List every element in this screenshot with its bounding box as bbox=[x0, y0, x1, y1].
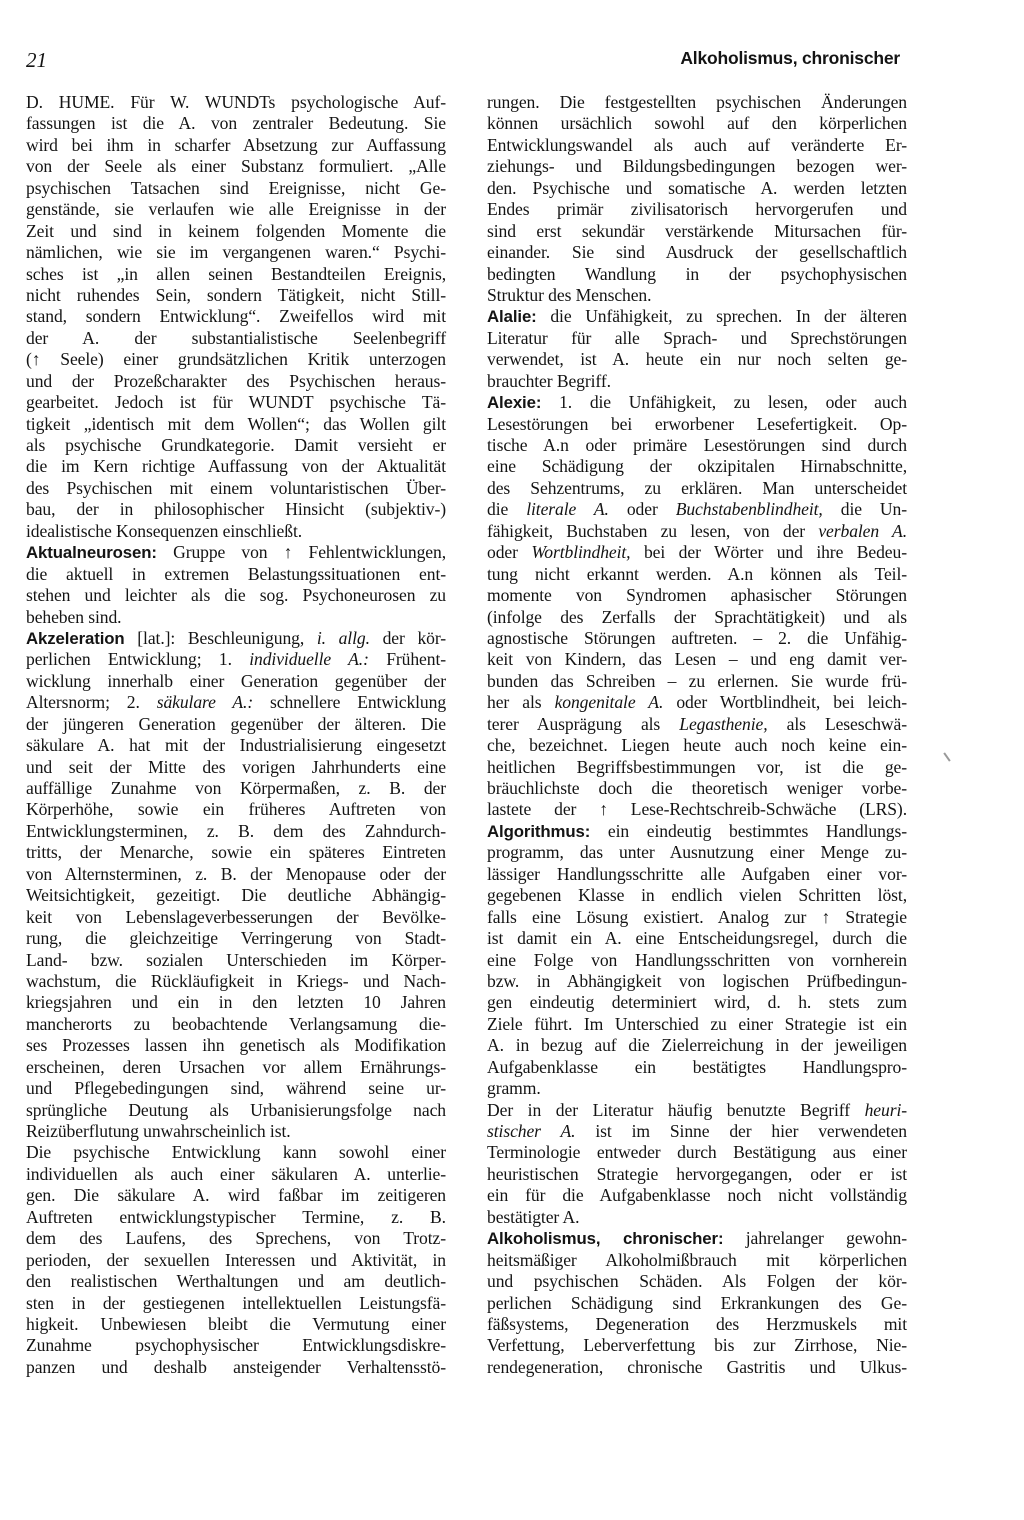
text-run: sprüngliche Deutung als Urbanisierungsfolge nach bbox=[26, 1099, 446, 1120]
text-run: Zunahme psychophysischer Entwicklungsdiskre- bbox=[26, 1335, 446, 1356]
text-line bbox=[487, 864, 907, 885]
text-run: ses Prozesses lassen ihn genetisch als Modifikation bbox=[26, 1035, 446, 1056]
text-line bbox=[26, 821, 446, 842]
text-run: wird bei ihm in scharfer Absetzung zur Auffassung bbox=[26, 134, 446, 155]
text-line bbox=[26, 842, 446, 863]
text-line bbox=[26, 950, 446, 971]
text-run: her als bbox=[487, 692, 555, 713]
text-line bbox=[487, 499, 907, 520]
text-line bbox=[487, 264, 907, 285]
text-run: auffällige Zunahme von Körpermaßen, z. B. der bbox=[26, 778, 446, 798]
text-run: perioden, der sexuellen Interessen und Aktivität, in bbox=[26, 1249, 446, 1270]
entry-headword: Akzeleration bbox=[26, 628, 125, 648]
right-text-column bbox=[487, 92, 907, 1378]
text-line bbox=[487, 885, 907, 906]
text-line bbox=[26, 757, 446, 778]
text-line bbox=[487, 328, 907, 349]
text-run: brauchter Begriff. bbox=[487, 370, 611, 391]
text-line bbox=[26, 178, 446, 199]
text-run: oder bbox=[487, 542, 532, 563]
text-run: Reizüberflutung unwahrscheinlich ist. bbox=[26, 1121, 291, 1141]
text-run: gearbeitet. Jedoch ist für WUNDT psychische Tä- bbox=[26, 392, 446, 413]
text-line bbox=[26, 199, 446, 220]
text-line bbox=[487, 135, 907, 156]
text-line bbox=[487, 221, 907, 242]
text-line bbox=[26, 542, 446, 563]
text-line bbox=[26, 1271, 446, 1292]
text-line bbox=[487, 1357, 907, 1378]
text-run: verwendet, ist A. heute ein nur noch selten ge- bbox=[487, 349, 907, 370]
text-run: die Un- bbox=[822, 499, 907, 520]
text-run: des Sehzentrums, zu erklären. Man unterscheidet bbox=[487, 477, 907, 498]
text-run: dem des Laufens, des Sprechens, von Trotz- bbox=[26, 1228, 446, 1249]
text-run: eine Folge von Handlungsschritten von vornherein bbox=[487, 949, 907, 970]
text-line bbox=[26, 1357, 446, 1378]
text-line bbox=[487, 456, 907, 477]
text-run: D. HUME. Für W. WUNDTs psychologische Auf- bbox=[26, 92, 446, 112]
text-line bbox=[26, 799, 446, 820]
text-run: programm, das unter Ausnutzung einer Menge zu- bbox=[487, 842, 907, 863]
text-line bbox=[487, 392, 907, 413]
text-line bbox=[487, 907, 907, 928]
text-line bbox=[26, 649, 446, 670]
text-line bbox=[26, 1185, 446, 1206]
text-run: Weitsichtigkeit, gezeitigt. Die deutliche Abhängig- bbox=[26, 885, 446, 906]
text-line bbox=[26, 135, 446, 156]
page-header bbox=[0, 48, 1024, 78]
page-number: 21 bbox=[26, 48, 47, 72]
text-line bbox=[26, 714, 446, 735]
text-run: oder bbox=[608, 499, 676, 520]
text-line bbox=[26, 328, 446, 349]
text-line bbox=[26, 349, 446, 370]
text-run: Struktur des Menschen. bbox=[487, 284, 652, 305]
text-line bbox=[26, 735, 446, 756]
text-line bbox=[26, 992, 446, 1013]
italic-term: heuri- bbox=[864, 1099, 907, 1120]
italic-term: säkulare A.: bbox=[156, 692, 254, 713]
text-run: wicklung innerhalb einer Generation gegenüber der bbox=[26, 670, 446, 691]
text-run: eine Schädigung der okzipitalen Hirnabschnitte, bbox=[487, 456, 907, 477]
text-line bbox=[487, 692, 907, 713]
text-line bbox=[26, 885, 446, 906]
text-line bbox=[26, 435, 446, 456]
text-line bbox=[26, 1164, 446, 1185]
text-line bbox=[487, 349, 907, 370]
text-line bbox=[487, 521, 907, 542]
text-line bbox=[487, 842, 907, 863]
text-line bbox=[26, 221, 446, 242]
text-run: ist damit ein A. eine Entscheidungsregel, durch die bbox=[487, 928, 907, 949]
text-line bbox=[487, 306, 907, 327]
text-run: und Pflegebedingungen sind, während seine ur- bbox=[26, 1078, 446, 1099]
text-run: Aufgabenklasse ein bestätigtes Handlungspro- bbox=[487, 1056, 907, 1077]
text-run: Altersnorm; 2. bbox=[26, 692, 157, 713]
text-line bbox=[26, 907, 446, 928]
text-run: der kör- bbox=[369, 627, 447, 648]
text-line bbox=[487, 92, 907, 113]
text-line bbox=[26, 1142, 446, 1163]
text-line bbox=[26, 1207, 446, 1228]
text-line bbox=[26, 414, 446, 435]
text-line bbox=[487, 199, 907, 220]
text-run: A. in bezug auf die Zielerreichung in der jeweiligen bbox=[487, 1035, 907, 1056]
italic-term: verbalen A. bbox=[818, 520, 907, 541]
text-line bbox=[26, 113, 446, 134]
text-line bbox=[487, 564, 907, 585]
text-line bbox=[26, 1121, 446, 1142]
text-run: Entwicklungsterminen, z. B. dem des Zahndurch- bbox=[26, 820, 446, 841]
text-run: Zeit und sind in keinem folgenden Momente die bbox=[26, 220, 446, 241]
text-line bbox=[487, 585, 907, 606]
text-line bbox=[487, 821, 907, 842]
text-run: bau, der in philosophischer Hinsicht (subjektiv-) bbox=[26, 499, 446, 520]
text-run: nicht ruhendes Sein, sondern Tätigkeit, nicht Still- bbox=[26, 284, 446, 305]
italic-term: literale A. bbox=[526, 499, 609, 520]
entry-headword: Alexie: bbox=[487, 393, 542, 413]
text-run: sind erst sekundär verstärkende Mitursachen für- bbox=[487, 220, 907, 241]
text-run: den realistischen Werthaltungen und am deutlich- bbox=[26, 1271, 446, 1292]
text-line bbox=[487, 757, 907, 778]
entry-headword: Alkoholismus, chronischer: bbox=[487, 1229, 724, 1249]
text-line bbox=[487, 928, 907, 949]
text-line bbox=[26, 671, 446, 692]
text-line bbox=[487, 1014, 907, 1035]
text-line bbox=[487, 1121, 907, 1142]
text-run: idealistische Konsequenzen einschließt. bbox=[26, 520, 303, 541]
text-line bbox=[487, 1228, 907, 1249]
text-run: Land- bzw. sozialen Unterschieden im Körper- bbox=[26, 949, 446, 970]
text-run: bräuchlichste doch die theoretisch weniger vorbe- bbox=[487, 778, 907, 798]
text-run: perlichen Entwicklung; 1. bbox=[26, 649, 250, 670]
text-run: Auftreten entwicklungstypischer Termine, z. B. bbox=[26, 1206, 446, 1227]
text-run: schnellere Entwicklung bbox=[253, 692, 447, 713]
text-line bbox=[26, 156, 446, 177]
text-run: des Psychischen mit einem voluntaristischen Über- bbox=[26, 477, 446, 498]
text-line bbox=[487, 1335, 907, 1356]
text-line bbox=[26, 585, 446, 606]
text-run: keit von Kindern, das Lesen – und eng damit ver- bbox=[487, 649, 907, 670]
text-run: beheben sind. bbox=[26, 606, 122, 627]
text-run: 1. die Unfähigkeit, zu lesen, oder auch bbox=[541, 392, 907, 413]
text-run: terer Ausprägung als bbox=[487, 713, 680, 734]
text-line bbox=[487, 178, 907, 199]
text-line bbox=[26, 392, 446, 413]
text-line bbox=[26, 1014, 446, 1035]
text-line bbox=[26, 1293, 446, 1314]
text-line bbox=[487, 1057, 907, 1078]
italic-term: individuelle A.: bbox=[249, 649, 369, 670]
text-line bbox=[487, 1185, 907, 1206]
text-run: wachstum, die Rückläufigkeit in Kriegs- und Nach- bbox=[26, 970, 446, 991]
text-line bbox=[26, 1314, 446, 1335]
text-line bbox=[487, 1164, 907, 1185]
text-run: kriegsjahren und ein in den letzten 10 Jahren bbox=[26, 992, 446, 1013]
text-run: die aktuell in extremen Belastungssituationen ent- bbox=[26, 563, 446, 584]
text-line bbox=[487, 542, 907, 563]
text-line bbox=[26, 92, 446, 113]
text-run: Die psychische Entwicklung kann sowohl einer bbox=[26, 1142, 446, 1163]
text-run: und der Prozeßcharakter des Psychischen heraus- bbox=[26, 370, 446, 391]
text-run: heitsmäßiger Alkoholmißbrauch mit körperlichen bbox=[487, 1249, 907, 1270]
text-run: sten in der gestiegenen intellektuellen Leistungsfä- bbox=[26, 1292, 446, 1313]
text-run: individuellen als auch einer säkularen A. unterlie- bbox=[26, 1163, 446, 1184]
text-line bbox=[487, 778, 907, 799]
text-run: fäßsystems, Degeneration des Herzmuskels mit bbox=[487, 1313, 907, 1334]
text-run: rendegeneration, chronische Gastritis und Ulkus- bbox=[487, 1356, 907, 1377]
text-line bbox=[26, 1078, 446, 1099]
text-line bbox=[487, 371, 907, 392]
text-run: mancherorts zu beobachtende Verlangsamung die- bbox=[26, 1013, 446, 1034]
italic-term: Legasthenie, bbox=[679, 713, 768, 734]
text-run: sches ist „in allen seinen Bestandteilen Ereignis, bbox=[26, 263, 446, 284]
text-run: von der Seele als einer Substanz formuliert. „Alle bbox=[26, 156, 446, 177]
entry-headword: Aktualneurosen: bbox=[26, 543, 157, 563]
text-run: nämlichen, wie sie im vergangenen waren.“ Psychi- bbox=[26, 242, 446, 263]
text-run: stehen und leichter als die sog. Psychoneurosen zu bbox=[26, 585, 446, 606]
text-line bbox=[487, 950, 907, 971]
text-run: gramm. bbox=[487, 1078, 541, 1099]
text-run: perlichen Schädigung sind Erkrankungen des Ge- bbox=[487, 1292, 907, 1313]
text-run: Verfettung, Leberverfettung bis zur Zirrhose, Nie- bbox=[487, 1335, 907, 1356]
text-run: [lat.]: Beschleunigung, bbox=[124, 627, 317, 648]
text-line bbox=[487, 1271, 907, 1292]
text-run: von Alternsterminen, z. B. der Menopause oder der bbox=[26, 863, 446, 884]
text-run: der jüngeren Generation gegenüber der älteren. Die bbox=[26, 713, 446, 734]
text-line bbox=[487, 799, 907, 820]
text-line bbox=[26, 264, 446, 285]
text-line bbox=[26, 285, 446, 306]
text-line bbox=[487, 671, 907, 692]
text-line bbox=[26, 778, 446, 799]
text-line bbox=[487, 285, 907, 306]
text-line bbox=[487, 1314, 907, 1335]
text-line bbox=[487, 242, 907, 263]
running-head: Alkoholismus, chronischer bbox=[680, 48, 900, 68]
text-run: bestätigter A. bbox=[487, 1206, 580, 1227]
text-run: bei der Wörter und ihre Bedeu- bbox=[630, 542, 907, 563]
text-line bbox=[26, 242, 446, 263]
text-run: und psychischen Schäden. Als Folgen der kör- bbox=[487, 1271, 907, 1292]
text-run: der A. der substantialistische Seelenbegriff bbox=[26, 327, 446, 348]
text-run: Endes primär zivilisatorisch hervorgerufen und bbox=[487, 199, 907, 220]
text-run: heuristischen Strategie hervorgegangen, oder er ist bbox=[487, 1163, 907, 1184]
text-run: rungen. Die festgestellten psychischen Änderungen bbox=[487, 92, 907, 112]
text-run: Terminologie entweder durch Bestätigung aus einer bbox=[487, 1142, 907, 1163]
text-line bbox=[26, 864, 446, 885]
text-line bbox=[487, 478, 907, 499]
text-run: lässiger Handlungsschritte alle Aufgaben einer vor- bbox=[487, 863, 907, 884]
italic-term: Wortblindheit, bbox=[531, 542, 631, 563]
italic-term: kongenitale A. bbox=[554, 692, 664, 713]
text-run: Ziele führt. Im Unterschied zu einer Strategie ist ein bbox=[487, 1013, 907, 1034]
text-line bbox=[26, 1335, 446, 1356]
text-line bbox=[26, 1250, 446, 1271]
text-line bbox=[487, 649, 907, 670]
text-run: lastete der ↑ Lese-Rechtschreib-Schwäche (LRS). bbox=[487, 799, 907, 820]
text-run: gen eindeutig determiniert wird, d. h. stets zum bbox=[487, 992, 907, 1013]
text-run: bunden das Schreiben – zu erlernen. Sie wurde frü- bbox=[487, 670, 907, 691]
text-run: tigkeit „identisch mit dem Wollen“; das Wollen gilt bbox=[26, 413, 446, 434]
text-line bbox=[487, 992, 907, 1013]
entry-headword: Algorithmus: bbox=[487, 821, 591, 841]
text-line bbox=[26, 456, 446, 477]
text-run: momente von Syndromen aphasischer Störungen bbox=[487, 585, 907, 606]
text-line bbox=[487, 113, 907, 134]
text-run: die im Kern richtige Auffassung von der Aktualität bbox=[26, 456, 446, 477]
text-run: die bbox=[487, 499, 527, 520]
text-run: gen. Die säkulare A. wird faßbar im zeitigeren bbox=[26, 1185, 446, 1206]
text-run: che, bezeichnet. Liegen heute auch noch keine ein- bbox=[487, 735, 907, 756]
text-line bbox=[487, 414, 907, 435]
text-line bbox=[487, 735, 907, 756]
text-run: ein für die Aufgabenklasse noch nicht vollständig bbox=[487, 1185, 907, 1206]
text-run: den. Psychische und somatische A. werden letzten bbox=[487, 177, 907, 198]
text-line bbox=[26, 306, 446, 327]
text-run: können ursächlich sowohl auf den körperlichen bbox=[487, 113, 907, 134]
text-run: als psychische Grundkategorie. Damit versieht er bbox=[26, 435, 446, 455]
text-run: ein eindeutig bestimmtes Handlungs- bbox=[590, 820, 907, 841]
text-line bbox=[26, 1100, 446, 1121]
text-line bbox=[487, 1078, 907, 1099]
text-line bbox=[487, 1142, 907, 1163]
text-line bbox=[26, 564, 446, 585]
text-run: falls eine Lösung existiert. Analog zur ↑ Strategie bbox=[487, 906, 907, 927]
scan-artifact-mark bbox=[943, 752, 950, 761]
text-run: bedingten Wandlung in der psychophysischen bbox=[487, 263, 907, 284]
text-line bbox=[26, 521, 446, 542]
text-run: panzen und deshalb ansteigender Verhaltensstö- bbox=[26, 1356, 446, 1377]
text-run: ist im Sinne der hier verwendeten bbox=[575, 1121, 908, 1141]
text-line bbox=[487, 714, 907, 735]
italic-term: stischer A. bbox=[487, 1121, 576, 1141]
text-line bbox=[487, 607, 907, 628]
text-run: und seit der Mitte des vorigen Jahrhunderts eine bbox=[26, 756, 446, 777]
text-run: erscheinen, deren Ursachen vor allem Ernährungs- bbox=[26, 1056, 446, 1077]
text-run: psychischen Tatsachen sind Ereignisse, nicht Ge- bbox=[26, 177, 446, 198]
text-run: säkulare A. hat mit der Industrialisierung eingesetzt bbox=[26, 735, 446, 756]
text-run: Literatur für alle Sprach- und Sprechstörungen bbox=[487, 327, 907, 348]
text-line bbox=[487, 1207, 907, 1228]
text-run: (↑ Seele) einer grundsätzlichen Kritik unterzogen bbox=[26, 349, 446, 370]
text-run: oder Wortblindheit, bei leich- bbox=[663, 692, 908, 713]
text-line bbox=[26, 499, 446, 520]
text-run: Entwicklungswandel als auch auf veränderte Er- bbox=[487, 134, 907, 155]
text-line bbox=[487, 1250, 907, 1271]
text-run: higkeit. Unbewiesen bleibt die Vermutung einer bbox=[26, 1313, 446, 1334]
text-run: einander. Sie sind Ausdruck der gesellschaftlich bbox=[487, 242, 907, 263]
text-line bbox=[26, 928, 446, 949]
text-run: Frühent- bbox=[368, 649, 446, 670]
text-run: Der in der Literatur häufig benutzte Begriff bbox=[487, 1099, 865, 1120]
text-line bbox=[487, 628, 907, 649]
text-run: (infolge des Zerfalls der Sprachtätigkeit) und als bbox=[487, 606, 907, 627]
text-run: genstände, sie verlaufen wie alle Ereignisse in der bbox=[26, 199, 446, 220]
text-line bbox=[26, 1228, 446, 1249]
text-run: tische A.n oder primäre Lesestörungen sind durch bbox=[487, 435, 907, 455]
text-line bbox=[26, 1035, 446, 1056]
text-line bbox=[26, 971, 446, 992]
italic-term: i. allg. bbox=[316, 627, 370, 648]
text-run: heitlichen Begriffsbestimmungen vor, ist die ge- bbox=[487, 756, 907, 777]
text-line bbox=[26, 607, 446, 628]
text-run: Körperhöhe, sowie ein früheres Auftreten von bbox=[26, 799, 446, 820]
text-run: stand, sondern Entwicklung“. Zweifellos wird mit bbox=[26, 306, 446, 327]
text-run: Lesestörungen bei erworbener Lesefertigkeit. Op- bbox=[487, 413, 907, 434]
text-run: ziehungs- und Bildungsbedingungen bezogen wer- bbox=[487, 156, 907, 177]
text-line bbox=[26, 478, 446, 499]
text-line bbox=[26, 628, 446, 649]
text-line bbox=[487, 156, 907, 177]
text-line bbox=[487, 1293, 907, 1314]
left-text-column bbox=[26, 92, 446, 1378]
entry-headword: Alalie: bbox=[487, 307, 537, 327]
text-run: agnostische Störungen auftreten. – 2. die Unfähig- bbox=[487, 627, 907, 648]
text-run: als Leseschwä- bbox=[767, 713, 907, 734]
text-run: Gruppe von ↑ Fehlentwicklungen, bbox=[156, 542, 446, 563]
text-run: gegebenen Klasse in endlich vielen Schritten löst, bbox=[487, 885, 907, 906]
text-run: tritts, der Menarche, sowie ein späteres Eintreten bbox=[26, 842, 446, 863]
text-run: rung, die gleichzeitige Verringerung von Stadt- bbox=[26, 928, 446, 949]
text-line bbox=[26, 1057, 446, 1078]
text-run: tung nicht erkannt werden. A.n können als Teil- bbox=[487, 563, 907, 584]
text-line bbox=[487, 1100, 907, 1121]
text-run: die Unfähigkeit, zu sprechen. In der älteren bbox=[536, 306, 907, 327]
text-run: fassungen ist die A. von zentraler Bedeutung. Sie bbox=[26, 113, 446, 134]
italic-term: Buchstabenblindheit, bbox=[675, 499, 823, 520]
text-line bbox=[487, 971, 907, 992]
text-line bbox=[487, 435, 907, 456]
text-line bbox=[26, 371, 446, 392]
text-run: fähigkeit, Buchstaben zu lesen, von der bbox=[487, 520, 819, 541]
text-run: keit von Lebenslageverbesserungen der Bevölke- bbox=[26, 906, 446, 927]
text-line bbox=[487, 1035, 907, 1056]
text-line bbox=[26, 692, 446, 713]
text-run: jahrelanger gewohn- bbox=[723, 1228, 907, 1249]
text-run: bzw. in Abhängigkeit von logischen Prüfbedingun- bbox=[487, 970, 907, 991]
